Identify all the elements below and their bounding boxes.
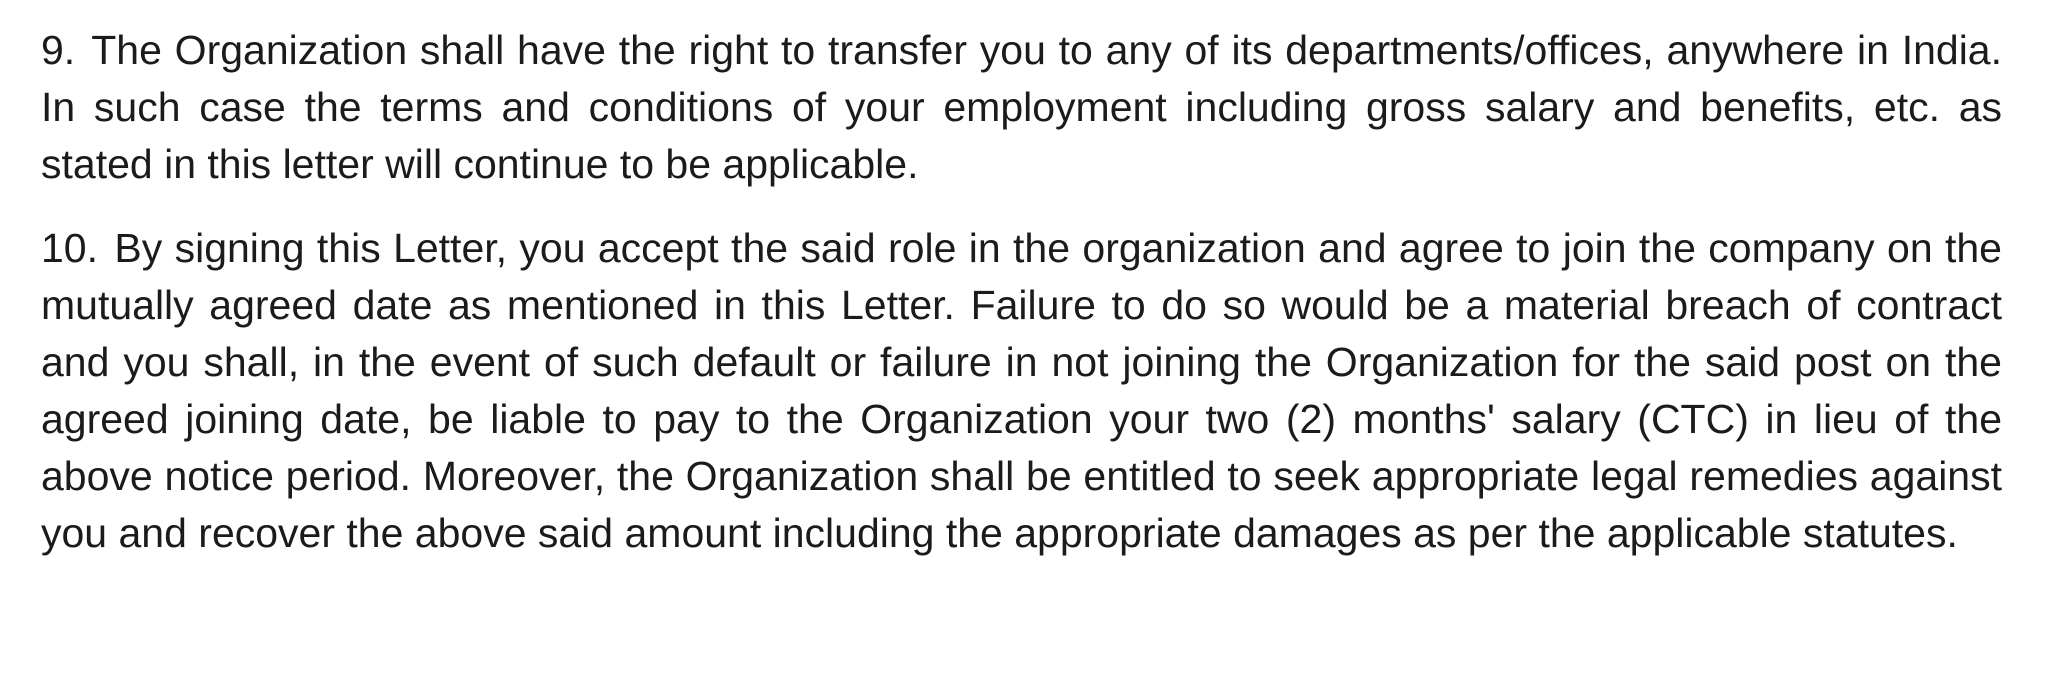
clause-9	[41, 22, 2002, 193]
clause-text: The Organization shall have the right to transfer you to any of its departments/offices, anywhere in India. In such case the terms and conditions of your employment including gross salary and benefits, etc. as stated in this letter will continue to be applicable.	[41, 27, 2003, 187]
clause-10	[41, 220, 2002, 562]
clause-number: 9.	[41, 27, 76, 73]
clause-text: By signing this Letter, you accept the said role in the organization and agree to join the company on the mutually agreed date as mentioned in this Letter. Failure to do so would be a material breach of contract and you shall, in the event of such default or failure in not joining the Organization for the said post on the agreed joining date, be liable to pay to the Organization your two (2) months' salary (CTC) in lieu of the above notice period. Moreover, the Organization shall be entitled to seek appropriate legal remedies against you and recover the above said amount including the appropriate damages as per the applicable statutes.	[41, 225, 2002, 556]
clause-number: 10.	[41, 225, 98, 271]
